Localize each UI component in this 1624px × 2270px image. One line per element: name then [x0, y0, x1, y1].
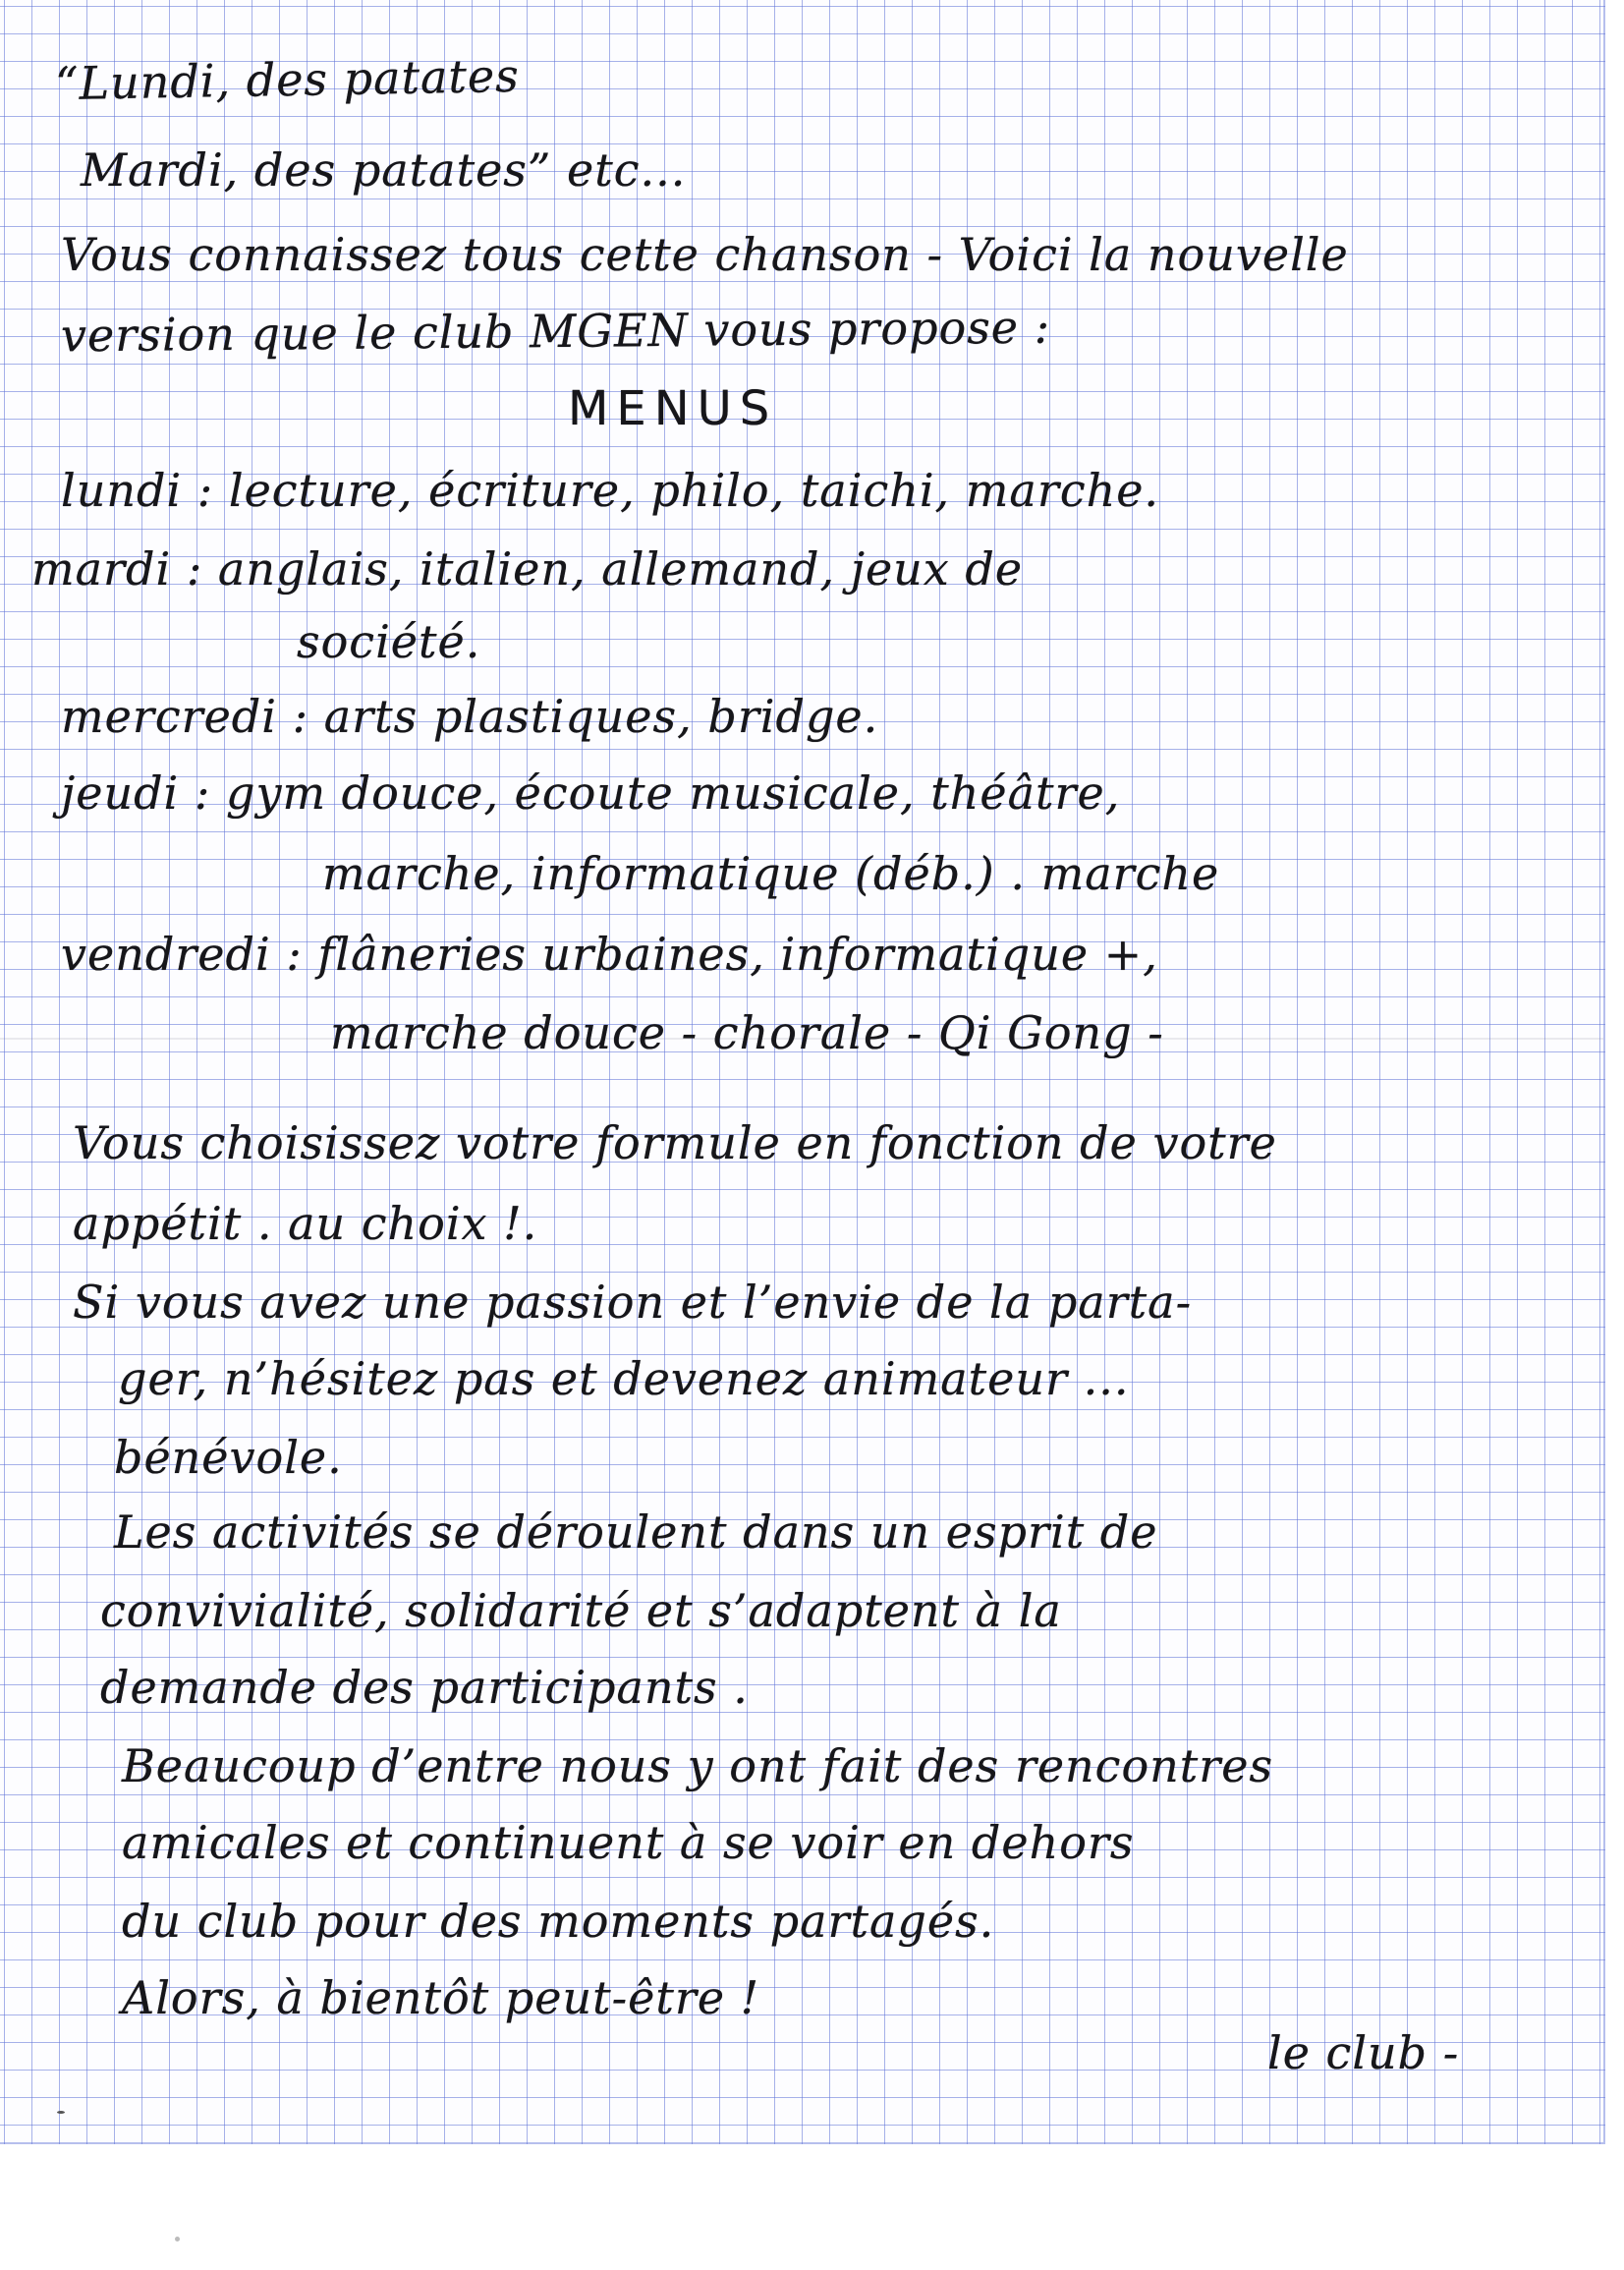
body-line-8: demande des participants .: [100, 1661, 749, 1714]
menu-jeudi-line-1: jeudi : gym douce, écoute musicale, théâtre,: [61, 766, 1121, 820]
menu-vendredi-line-1: vendredi : flâneries urbaines, informatique +,: [61, 928, 1158, 981]
body-line-1: Vous choisissez votre formule en fonction de votre: [73, 1116, 1277, 1169]
body-line-10: amicales et continuent à se voir en dehors: [122, 1816, 1135, 1869]
menu-vendredi-line-2: marche douce - chorale - Qi Gong -: [330, 1006, 1164, 1059]
body-line-7: convivialité, solidarité et s’adaptent à la: [100, 1584, 1062, 1637]
menu-mercredi: mercredi : arts plastiques, bridge.: [61, 690, 879, 743]
body-line-11: du club pour des moments partagés.: [122, 1895, 995, 1948]
menu-jeudi-line-2: marche, informatique (déb.) . marche: [322, 847, 1220, 900]
body-line-5: bénévole.: [114, 1431, 343, 1484]
body-line-4: ger, n’hésitez pas et devenez animateur ...: [118, 1352, 1130, 1405]
menu-lundi: lundi : lecture, écriture, philo, taichi, marche.: [61, 464, 1160, 517]
intro-line-2: version que le club MGEN vous propose :: [60, 300, 1051, 363]
body-line-3: Si vous avez une passion et l’envie de la parta-: [73, 1276, 1193, 1329]
menu-mardi-line-1: mardi : anglais, italien, allemand, jeux de: [31, 542, 1024, 596]
menu-mardi-line-2: société.: [297, 615, 481, 668]
song-line-2: Mardi, des patates” etc...: [81, 143, 687, 197]
body-line-9: Beaucoup d’entre nous y ont fait des rencontres: [122, 1739, 1274, 1792]
body-line-12: Alors, à bientôt peut-être !: [122, 1971, 760, 2024]
menu-title: MENUS: [568, 381, 778, 436]
intro-line-1: Vous connaissez tous cette chanson - Voici la nouvelle: [61, 228, 1349, 281]
body-line-2: appétit . au choix !.: [73, 1197, 538, 1250]
signature: le club -: [1267, 2026, 1460, 2079]
song-line-1: “Lundi, des patates: [54, 48, 521, 111]
ink-speck: [57, 2111, 65, 2114]
body-line-6: Les activités se déroulent dans un esprit de: [114, 1505, 1158, 1559]
scan-speck: [175, 2237, 180, 2242]
